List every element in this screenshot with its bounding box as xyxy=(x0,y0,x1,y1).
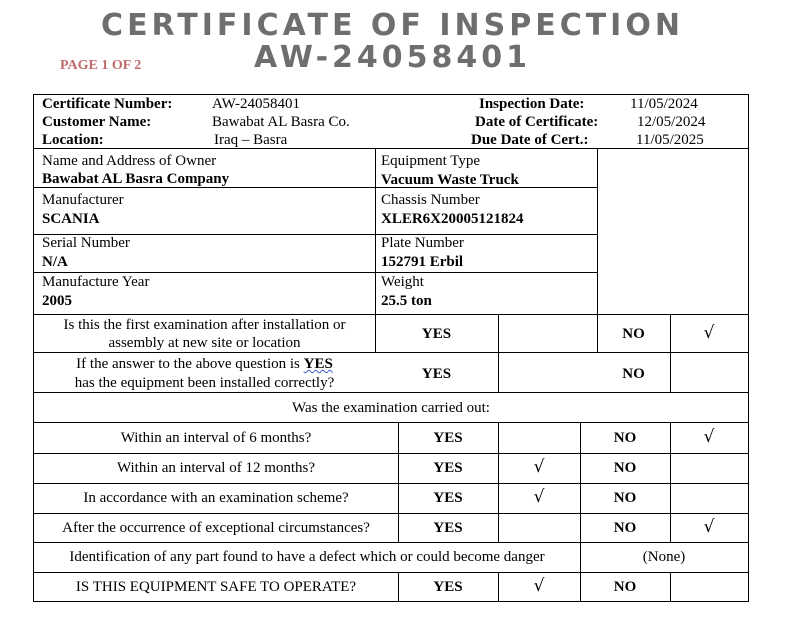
row-divider xyxy=(34,513,748,514)
question-first-exam-line2: assembly at new site or location xyxy=(108,335,301,351)
weight-value: 25.5 ton xyxy=(381,293,432,309)
safe-yes-label: YES xyxy=(433,579,463,595)
question-interval-12: Within an interval of 12 months? xyxy=(116,460,316,476)
certificate-number-title: AW-24058401 xyxy=(253,40,532,75)
plate-label: Plate Number xyxy=(381,235,464,251)
serial-label: Serial Number xyxy=(42,235,130,251)
safe-no-label: NO xyxy=(613,579,637,595)
q2-no-label: NO xyxy=(622,366,645,382)
q1-yes-label: YES xyxy=(421,326,452,342)
col-divider xyxy=(498,314,499,392)
question-first-exam-line1: Is this the first examination after installation or xyxy=(63,317,346,333)
q1-no-label: NO xyxy=(622,326,645,342)
question-defect: Identification of any part found to have a defect which or could become danger xyxy=(69,549,545,565)
type-value: Vacuum Waste Truck xyxy=(381,172,519,188)
row-divider xyxy=(34,392,748,393)
row-divider xyxy=(34,483,748,484)
plate-value: 152791 Erbil xyxy=(381,254,464,270)
row-divider xyxy=(34,422,748,423)
location-label: Location: xyxy=(42,132,104,148)
cert-number-value: AW-24058401 xyxy=(212,96,300,112)
interval6-yes-label: YES xyxy=(433,430,463,446)
year-value: 2005 xyxy=(42,293,72,309)
question-interval-6: Within an interval of 6 months? xyxy=(120,430,312,446)
exam-header: Was the examination carried out: xyxy=(292,400,490,416)
col-divider xyxy=(670,572,671,602)
year-label: Manufacture Year xyxy=(42,274,150,290)
question-installed-line2: has the equipment been installed correctly? xyxy=(74,375,335,391)
row-divider xyxy=(34,352,748,353)
owner-value: Bawabat AL Basra Company xyxy=(42,171,230,187)
location-value: Iraq – Basra xyxy=(214,132,288,148)
customer-value: Bawabat AL Basra Co. xyxy=(212,114,350,130)
question-safe-to-operate: IS THIS EQUIPMENT SAFE TO OPERATE? xyxy=(75,579,357,595)
interval12-no-label: NO xyxy=(613,460,637,476)
chassis-value: XLER6X20005121824 xyxy=(381,211,524,227)
col-divider xyxy=(498,422,499,542)
exceptional-no-label: NO xyxy=(613,520,637,536)
serial-value: N/A xyxy=(42,254,68,270)
row-divider xyxy=(34,542,748,543)
inspection-date-label: Inspection Date: xyxy=(479,96,585,112)
certificate-title: CERTIFICATE OF INSPECTION xyxy=(101,8,684,43)
q2-yes-label: YES xyxy=(421,366,452,382)
weight-label: Weight xyxy=(381,274,424,290)
interval6-no-checkmark: √ xyxy=(703,427,715,447)
exceptional-yes-label: YES xyxy=(433,520,463,536)
cert-date-label: Date of Certificate: xyxy=(475,114,599,130)
certificate-table xyxy=(33,94,749,602)
row-divider xyxy=(34,314,748,315)
defect-answer: (None) xyxy=(642,549,686,565)
owner-label: Name and Address of Owner xyxy=(42,153,217,169)
type-label: Equipment Type xyxy=(381,153,481,169)
scheme-yes-checkmark: √ xyxy=(533,487,545,507)
interval12-yes-checkmark: √ xyxy=(533,457,545,477)
due-date-label: Due Date of Cert.: xyxy=(471,132,589,148)
interval12-yes-label: YES xyxy=(433,460,463,476)
page-indicator: PAGE 1 OF 2 xyxy=(60,58,142,73)
safe-yes-checkmark: √ xyxy=(533,576,545,596)
chassis-label: Chassis Number xyxy=(381,192,480,208)
interval6-no-label: NO xyxy=(613,430,637,446)
question-exceptional: After the occurrence of exceptional circumstances? xyxy=(62,520,370,536)
manufacturer-value: SCANIA xyxy=(42,211,100,227)
due-date-value: 11/05/2025 xyxy=(636,132,704,148)
manufacturer-label: Manufacturer xyxy=(42,192,124,208)
customer-label: Customer Name: xyxy=(42,114,152,130)
question-installed-yes: YES xyxy=(303,356,333,372)
inspection-date-value: 11/05/2024 xyxy=(630,96,698,112)
col-divider xyxy=(375,148,376,352)
row-divider xyxy=(34,453,748,454)
row-divider xyxy=(34,572,748,573)
cert-date-value: 12/05/2024 xyxy=(637,114,706,130)
exceptional-no-checkmark: √ xyxy=(703,517,715,537)
col-divider xyxy=(597,148,598,352)
q1-no-checkmark: √ xyxy=(703,323,715,343)
cert-number-label: Certificate Number: xyxy=(42,96,173,112)
question-scheme: In accordance with an examination scheme? xyxy=(83,490,349,506)
question-installed-text: If the answer to the above question is xyxy=(76,356,304,372)
question-installed-line1 xyxy=(34,355,375,373)
scheme-yes-label: YES xyxy=(433,490,463,506)
scheme-no-label: NO xyxy=(613,490,637,506)
